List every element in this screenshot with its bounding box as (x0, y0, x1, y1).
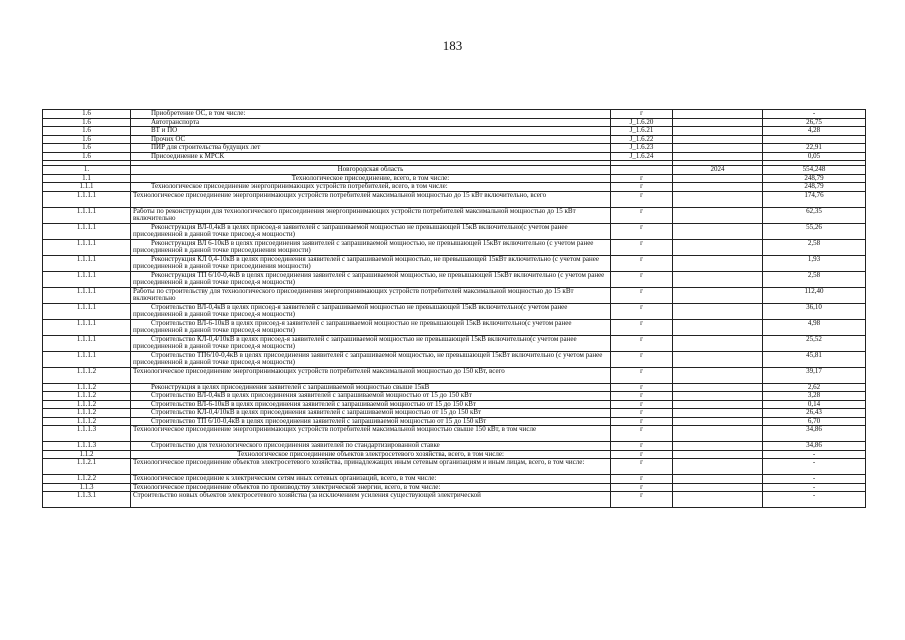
row-year (673, 303, 763, 319)
table-row (43, 255, 866, 271)
row-code: 1.1.1.1 (43, 207, 131, 223)
row-code: 1.1.2 (43, 450, 131, 459)
row-year (673, 400, 763, 409)
row-value: 4,28 (763, 127, 866, 136)
row-value: 36,10 (763, 303, 866, 319)
row-code: 1.1.1.1 (43, 319, 131, 335)
row-code: 1.6 (43, 118, 131, 127)
row-name: Строительство ВЛ-6-10кВ в целях присоед-я заявителей с запрашиваемой мощностью не превышающей 15кВ включительно(с учетом ранее присоединенной в данной точке присоед-я мощности) (131, 319, 611, 335)
row-unit: г (611, 207, 673, 223)
table-row (43, 459, 866, 475)
row-name: Новгородская область (131, 166, 611, 175)
row-unit: г (611, 319, 673, 335)
row-value: 39,17 (763, 367, 866, 383)
row-year (673, 183, 763, 192)
table-row (43, 303, 866, 319)
row-value: 0,05 (763, 152, 866, 161)
row-name: Реконструкция ТП 6/10-0,4кВ в целях присоединения заявителей с запрашиваемой мощностью, не превышающей 15кВт включительно (с учетом ранее присоединенной в данной точке присоед-я мощности) (131, 271, 611, 287)
row-unit: г (611, 426, 673, 442)
row-value: 6,70 (763, 417, 866, 426)
row-name: ПИР для строительства будущих лет (131, 144, 611, 153)
row-code: 1.1.2.1 (43, 459, 131, 475)
row-unit: г (611, 287, 673, 303)
row-code: 1.1.1.3 (43, 426, 131, 442)
table-row (43, 319, 866, 335)
row-unit: г (611, 409, 673, 418)
row-unit: J_1.6.23 (611, 144, 673, 153)
row-year (673, 335, 763, 351)
row-unit: г (611, 255, 673, 271)
row-name: Технологическое присоединение энергопринимающих устройств потребителей, всего, в том числе: (131, 183, 611, 192)
row-name: Строительство КЛ-0,4/10кВ в целях присоед-я заявителей с запрашиваемой мощностью не превышающей 15кВ включительно(с учетом ранее присоединенной в данной точке присоед-я мощности) (131, 335, 611, 351)
row-value: 0,14 (763, 400, 866, 409)
row-year (673, 392, 763, 401)
row-code: 1.1.1.3 (43, 442, 131, 451)
row-year (673, 426, 763, 442)
row-year (673, 135, 763, 144)
row-year (673, 110, 763, 119)
row-name: Реконструкция в целях присоединения заявителей с запрашиваемой мощностью свыше 15кВ (131, 383, 611, 392)
row-name: Строительство новых объектов электросетевого хозяйства (за исключением усиления существующей электрической (131, 492, 611, 508)
row-name: Реконструкция КЛ 0,4-10кВ в целях присоединения заявителей с запрашиваемой мощностью, не превышающей 15кВт включительно (с учетом ранее присоединенной в данной точке присоединения мощности) (131, 255, 611, 271)
row-unit (611, 166, 673, 175)
table-row (43, 367, 866, 383)
table-row (43, 383, 866, 392)
row-year (673, 287, 763, 303)
row-year (673, 239, 763, 255)
row-value: 34,86 (763, 442, 866, 451)
row-unit: г (611, 174, 673, 183)
row-name: Технологическое присоединение энергопринимающих устройств потребителей максимальной мощностью до 15 кВт включительно, всего (131, 191, 611, 207)
row-name: Строительство для технологического присоединения заявителей по стандартизированной ставке (131, 442, 611, 451)
row-name: ВТ и ПО (131, 127, 611, 136)
table-row (43, 417, 866, 426)
row-code: 1.1.1.1 (43, 335, 131, 351)
table-row (43, 442, 866, 451)
row-code: 1.1.1.2 (43, 392, 131, 401)
row-value: 4,98 (763, 319, 866, 335)
row-name: Строительство КЛ-0,4/10кВ в целях присоединения заявителей с запрашиваемой мощностью от 15 до 150 кВт (131, 409, 611, 418)
row-unit: г (611, 183, 673, 192)
row-code: 1.1.1.1 (43, 239, 131, 255)
row-year (673, 118, 763, 127)
row-unit: г (611, 450, 673, 459)
row-unit: J_1.6.24 (611, 152, 673, 161)
row-year (673, 223, 763, 239)
row-code: 1.1.2.2 (43, 475, 131, 484)
row-name: Технологическое присоединение энергопринимающих устройств потребителей максимальной мощностью свыше 150 кВт, в том числе (131, 426, 611, 442)
row-code: 1.1.1.2 (43, 409, 131, 418)
row-value: - (763, 110, 866, 119)
investment-table (42, 109, 866, 508)
row-unit: J_1.6.21 (611, 127, 673, 136)
row-unit: г (611, 110, 673, 119)
row-value: 2,58 (763, 271, 866, 287)
row-name: Строительство ТП6/10-0,4кВ в целях присоединения заявителей с запрашиваемой мощностью, не превышающей 15кВт включительно (с учетом ранее присоединенной в данной точке присоед-я мощности) (131, 351, 611, 367)
row-name: Технологическое присоединение объектов электросетевого хозяйства, всего, в том числе: (131, 450, 611, 459)
row-year (673, 459, 763, 475)
row-year (673, 442, 763, 451)
row-unit: г (611, 191, 673, 207)
row-value: 26,75 (763, 118, 866, 127)
row-unit: г (611, 442, 673, 451)
table-row (43, 207, 866, 223)
row-year (673, 152, 763, 161)
table-row (43, 335, 866, 351)
table-row (43, 271, 866, 287)
table-row (43, 409, 866, 418)
row-year (673, 417, 763, 426)
row-value: 34,86 (763, 426, 866, 442)
table-row (43, 166, 866, 175)
row-value: 248,79 (763, 174, 866, 183)
row-year (673, 319, 763, 335)
row-value: 25,52 (763, 335, 866, 351)
row-code: 1.1.1.2 (43, 367, 131, 383)
row-code: 1.1.3 (43, 483, 131, 492)
row-code: 1.6 (43, 135, 131, 144)
row-name: Технологическое присоединие к электрическим сетям иных сетевых организаций, всего, в том числе: (131, 475, 611, 484)
row-year (673, 475, 763, 484)
row-code: 1.6 (43, 127, 131, 136)
row-year: 2024 (673, 166, 763, 175)
table-row (43, 483, 866, 492)
table-row (43, 144, 866, 153)
row-code: 1.1.1.1 (43, 223, 131, 239)
row-code: 1.1.1.2 (43, 417, 131, 426)
table-row (43, 400, 866, 409)
table-row (43, 239, 866, 255)
row-unit: г (611, 459, 673, 475)
row-code: 1.1.1.1 (43, 303, 131, 319)
row-value: 45,81 (763, 351, 866, 367)
row-unit: г (611, 271, 673, 287)
row-code: 1.1.1.1 (43, 287, 131, 303)
row-value: 62,35 (763, 207, 866, 223)
table-row (43, 183, 866, 192)
row-name: Строительство ВЛ-6-10кВ в целях присоединения заявителей с запрашиваемой мощностью от 15 до 150 кВт (131, 400, 611, 409)
row-code: 1.1.1.1 (43, 351, 131, 367)
row-year (673, 450, 763, 459)
row-code: 1.1.1.2 (43, 400, 131, 409)
row-code: 1.1.1 (43, 183, 131, 192)
row-unit: г (611, 417, 673, 426)
table-body (43, 110, 866, 508)
row-name: Технологическое присоединение объектов электросетевого хозяйства, принадлежащих иным сетевым организациям и иным лицам, всего, в том числе: (131, 459, 611, 475)
row-unit: г (611, 351, 673, 367)
row-value: - (763, 459, 866, 475)
row-value: 1,93 (763, 255, 866, 271)
row-code: 1.1.1.1 (43, 191, 131, 207)
table-row (43, 135, 866, 144)
row-unit: г (611, 483, 673, 492)
row-year (673, 271, 763, 287)
row-code: 1.1.1.1 (43, 271, 131, 287)
row-name: Реконструкция ВЛ-0,4кВ в целях присоед-я заявителей с запрашиваемой мощностью не превышающей 15кВ включительно(с учетом ранее присоединенной в данной точке присоед-я мощности) (131, 223, 611, 239)
row-name: Присоединение к МРСК (131, 152, 611, 161)
row-value: 2,58 (763, 239, 866, 255)
row-year (673, 255, 763, 271)
row-value: 248,79 (763, 183, 866, 192)
row-value: 174,76 (763, 191, 866, 207)
row-name: Технологическое присоединение энергопринимающих устройств потребителей максимальной мощностью до 150 кВт, всего (131, 367, 611, 383)
row-code: 1. (43, 166, 131, 175)
row-name: Технологическое присоединение, всего, в том числе: (131, 174, 611, 183)
row-value: 55,26 (763, 223, 866, 239)
row-year (673, 191, 763, 207)
row-year (673, 483, 763, 492)
row-name: Приобретение ОС, в том числе: (131, 110, 611, 119)
table-row (43, 110, 866, 119)
table-row (43, 492, 866, 508)
row-unit: г (611, 392, 673, 401)
row-unit: г (611, 335, 673, 351)
row-name: Работы по строительству для технологического присоединения энергопринимающих устройств потребителей максимальной мощностью до 15 кВт включительно (131, 287, 611, 303)
row-value (763, 135, 866, 144)
row-value: - (763, 475, 866, 484)
row-name: Реконструкция ВЛ 6-10кВ в целях присоединения заявителей с запрашиваемой мощностью, не превышающей 15кВт включительно (с учетом ранее присоединенной в данной точке присоединения мощности) (131, 239, 611, 255)
row-code: 1.1.1.2 (43, 383, 131, 392)
row-value: 112,40 (763, 287, 866, 303)
row-code: 1.1 (43, 174, 131, 183)
row-name: Автотранспорта (131, 118, 611, 127)
row-name: Строительство ТП 6/10-0,4кВ в целях присоединения заявителей с запрашиваемой мощностью от 15 до 150 кВт (131, 417, 611, 426)
row-unit: г (611, 492, 673, 508)
row-name: Строительство ВЛ-0,4кВ в целях присоед-я заявителей с запрашиваемой мощностью не превышающей 15кВ включительно(с учетом ранее присоединенной в данной точке присоед-я мощности) (131, 303, 611, 319)
table-row (43, 174, 866, 183)
row-unit: г (611, 475, 673, 484)
row-name: Строительство ВЛ-0,4кВ в целях присоединения заявителей с запрашиваемой мощностью от 15 до 150 кВт (131, 392, 611, 401)
row-value: - (763, 450, 866, 459)
table-row (43, 127, 866, 136)
row-unit: г (611, 383, 673, 392)
table-row (43, 351, 866, 367)
row-code: 1.6 (43, 110, 131, 119)
row-year (673, 127, 763, 136)
row-year (673, 492, 763, 508)
table-row (43, 287, 866, 303)
row-unit: г (611, 239, 673, 255)
row-name: Работы по реконструкции для технологического присоединения энергопринимающих устройств потребителей максимальной мощностью до 15 кВт включительно (131, 207, 611, 223)
row-unit: г (611, 400, 673, 409)
page-number: 183 (442, 38, 463, 53)
row-code: 1.1.3.1 (43, 492, 131, 508)
row-year (673, 367, 763, 383)
table-row (43, 426, 866, 442)
table-row (43, 152, 866, 161)
row-value: - (763, 492, 866, 508)
table-row (43, 118, 866, 127)
row-unit: г (611, 303, 673, 319)
row-value: 26,43 (763, 409, 866, 418)
row-unit: J_1.6.20 (611, 118, 673, 127)
row-unit: г (611, 367, 673, 383)
row-unit: г (611, 223, 673, 239)
table-row (43, 191, 866, 207)
row-unit: J_1.6.22 (611, 135, 673, 144)
row-year (673, 351, 763, 367)
row-code: 1.6 (43, 152, 131, 161)
row-year (673, 383, 763, 392)
row-value: 2,62 (763, 383, 866, 392)
row-value: - (763, 483, 866, 492)
row-year (673, 144, 763, 153)
row-value: 3,28 (763, 392, 866, 401)
row-value: 22,91 (763, 144, 866, 153)
row-year (673, 174, 763, 183)
table-row (43, 223, 866, 239)
row-code: 1.1.1.1 (43, 255, 131, 271)
row-name: Технологическое присоединение объектов по производству электрической энергии, всего, в том числе: (131, 483, 611, 492)
row-year (673, 207, 763, 223)
row-name: Прочих ОС (131, 135, 611, 144)
table-row (43, 450, 866, 459)
row-code: 1.6 (43, 144, 131, 153)
row-value: 554,248 (763, 166, 866, 175)
row-year (673, 409, 763, 418)
table-row (43, 475, 866, 484)
table-row (43, 392, 866, 401)
